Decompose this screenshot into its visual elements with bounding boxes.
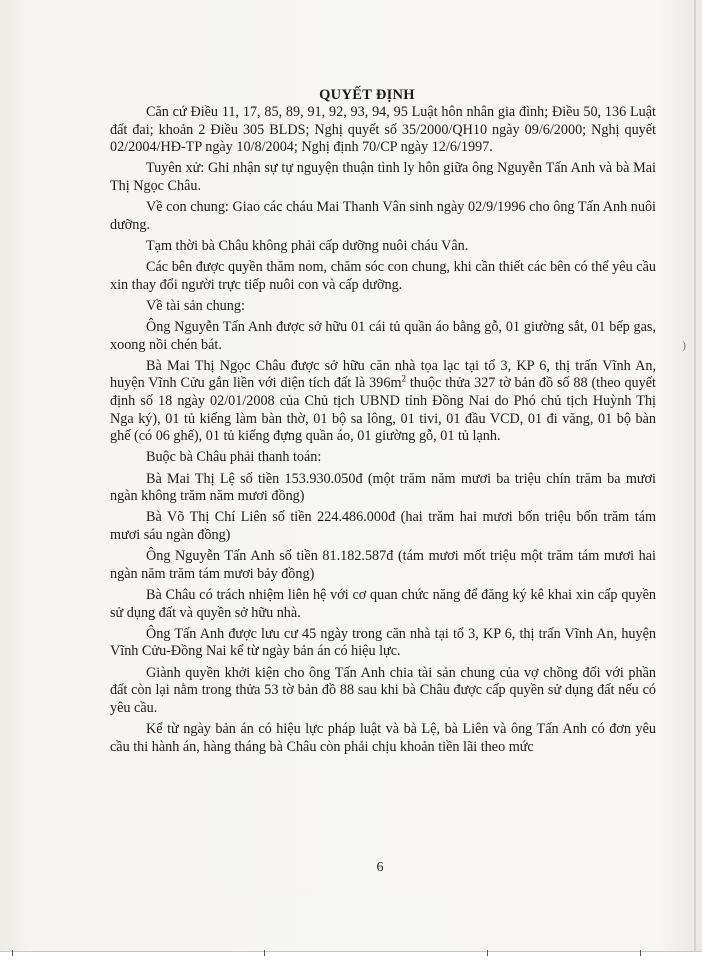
- scan-tick: [640, 950, 641, 956]
- document-title: QUYẾT ĐỊNH: [319, 87, 415, 103]
- paragraph-assets-chau: [110, 358, 656, 446]
- assets-chau-text-b: thuộc thửa 327 tờ bản đồ số 88 (theo quyết định số 18 ngày 02/01/2008 của Chủ tịch UBND tỉnh Đồng Nai do Phó chủ tịch Huỳnh Thị Nga ký), 01 tủ kiếng làm bàn thờ, 01 bộ sa lông, 01 tivi, 01 đầu VCD, 01 đi văng, 01 bộ bàn ghế (có 06 ghế), 01 tủ kiếng đựng quần áo, 01 giường gỗ, 01 tủ lạnh.: [110, 375, 656, 445]
- scan-tick: [12, 950, 13, 956]
- paragraph-residence: Ông Tấn Anh được lưu cư 45 ngày trong căn nhà tại tổ 3, KP 6, thị trấn Vĩnh An, huyện Vĩnh Cửu-Đồng Nai kể từ ngày bản án có hiệu lực.: [110, 625, 656, 660]
- paragraph-payment-le: Bà Mai Thị Lệ số tiền 153.930.050đ (một trăm năm mươi ba triệu chín trăm ba mươi ngàn không trăm năm mươi đồng): [110, 470, 656, 505]
- paragraph-legal-basis: Căn cứ Điều 11, 17, 85, 89, 91, 92, 93, 94, 95 Luật hôn nhân gia đình; Điều 50, 136 Luật đất đai; khoản 2 Điều 305 BLDS; Nghị quyết số 35/2000/QH10 ngày 09/6/2000; Nghị quyết 02/2004/HĐ-TP ngày 10/8/2004; Nghị định 70/CP ngày 12/6/1997.: [110, 104, 656, 156]
- scan-tick: [264, 950, 265, 956]
- page-number: 6: [376, 860, 384, 875]
- assets-chau-superscript: 2: [401, 373, 406, 384]
- paragraph-interest: Kể từ ngày bản án có hiệu lực pháp luật và bà Lệ, bà Liên và ông Tấn Anh có đơn yêu cầu thi hành án, hàng tháng bà Châu còn phải chịu khoản tiền lãi theo mức: [110, 720, 656, 755]
- paragraph-lawsuit-right: Giành quyền khởi kiện cho ông Tấn Anh chia tài sản chung của vợ chồng đối với phần đất còn lại nằm trong thửa 53 tờ bản đồ 88 sau khi bà Châu được cấp quyền sử dụng đất nếu có yêu cầu.: [110, 664, 656, 716]
- scan-mark: ): [682, 338, 686, 352]
- scan-tick: [487, 950, 488, 956]
- paragraph-child-support: Tạm thời bà Châu không phải cấp dưỡng nuôi cháu Vân.: [146, 237, 469, 254]
- document-body: [110, 104, 656, 756]
- paragraph-payment-anh: Ông Nguyễn Tấn Anh số tiền 81.182.587đ (tám mươi mốt triệu một trăm tám mươi hai ngàn năm trăm tám mươi bảy đồng): [110, 548, 656, 582]
- assets-chau-text-a: Bà Mai Thị Ngọc Châu được sở hữu căn nhà tọa lạc tại tổ 3, KP 6, thị trấn Vĩnh An, huyện Vĩnh Cửu gắn liền với diện tích đất là 396m: [110, 357, 656, 392]
- paragraph-payment-heading: Buộc bà Châu phải thanh toán:: [146, 449, 322, 466]
- paragraph-registration: Bà Châu có trách nhiệm liên hệ với cơ quan chức năng để đăng ký kê khai xin cấp quyền sử dụng đất và quyền sở hữu nhà.: [110, 586, 656, 621]
- scan-edge: [694, 0, 696, 966]
- paragraph-assets-anh: Ông Nguyễn Tấn Anh được sở hữu 01 cái tủ quần áo bằng gỗ, 01 giường sắt, 01 bếp gas, xoong nồi chén bát.: [110, 319, 656, 353]
- paragraph-payment-lien: Bà Võ Thị Chí Liên số tiền 224.486.000đ (hai trăm hai mươi bốn triệu bốn trăm tám mươi sáu ngàn đồng): [110, 509, 656, 543]
- paragraph-ruling: Tuyên xử: Ghi nhận sự tự nguyện thuận tình ly hôn giữa ông Nguyễn Tấn Anh và bà Mai Thị Ngọc Châu.: [110, 160, 656, 194]
- paragraph-visitation: Các bên được quyền thăm nom, chăm sóc con chung, khi cần thiết các bên có thể yêu cầu xin thay đổi người trực tiếp nuôi con và cấp dưỡng.: [110, 259, 656, 293]
- paragraph-assets-heading: Về tài sản chung:: [146, 297, 245, 314]
- paragraph-children: Về con chung: Giao các cháu Mai Thanh Vân sinh ngày 02/9/1996 cho ông Tấn Anh nuôi dưỡng.: [110, 199, 656, 233]
- scan-bottom-edge: [0, 951, 702, 966]
